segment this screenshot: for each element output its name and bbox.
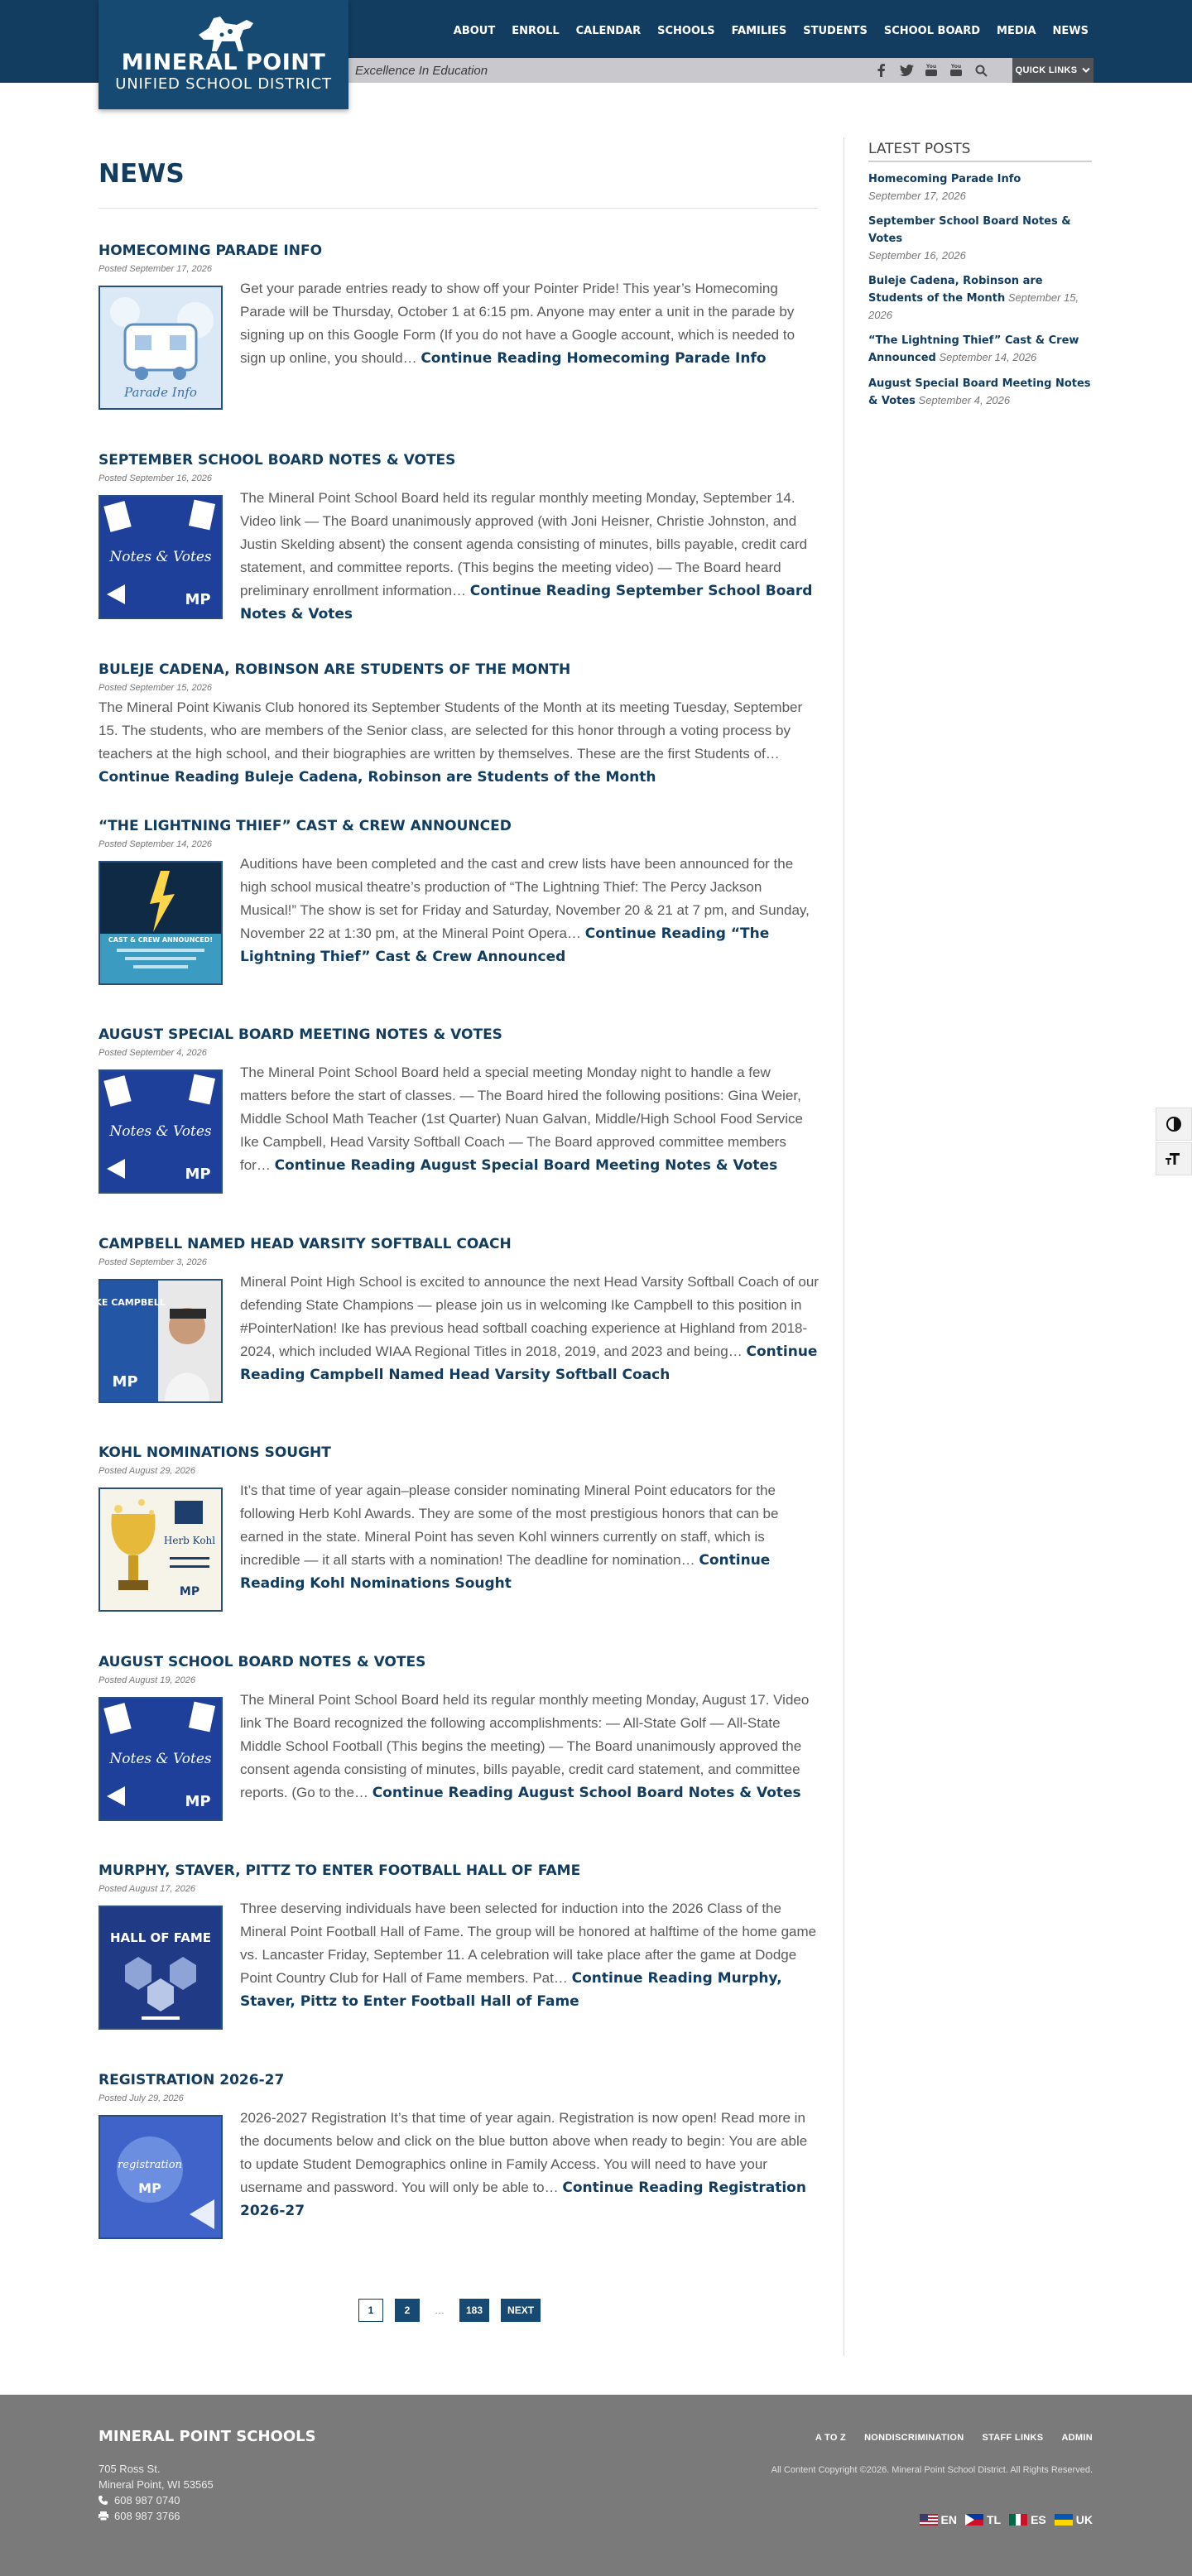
- svg-text:MP: MP: [185, 1165, 211, 1183]
- continue-reading-link[interactable]: Continue Reading Homecoming Parade Info: [421, 350, 767, 367]
- language-uk[interactable]: UK: [1055, 2513, 1093, 2526]
- ukraine-flag-icon: [1055, 2514, 1073, 2526]
- post-date: Posted September 14, 2026: [99, 839, 212, 849]
- thumb-caption: Notes & Votes: [109, 1751, 212, 1767]
- nav-about[interactable]: ABOUT: [453, 25, 496, 37]
- social-links: [866, 61, 990, 79]
- post-date: Posted September 4, 2026: [99, 1048, 207, 1058]
- thumb-caption: registration: [118, 2159, 182, 2171]
- svg-text:MP: MP: [138, 2180, 161, 2196]
- post-title[interactable]: AUGUST SCHOOL BOARD NOTES & VOTES: [99, 1654, 426, 1670]
- sidebar-post-link[interactable]: Homecoming Parade Info: [868, 173, 1021, 185]
- chevron-down-icon: [1082, 67, 1090, 74]
- sidebar-title: LATEST POSTS: [868, 141, 1092, 162]
- post-date: Posted July 29, 2026: [99, 2093, 184, 2103]
- continue-reading-link[interactable]: Continue Reading “The Lightning Thief” Cast & Crew Announced: [240, 925, 770, 965]
- post-date: Posted September 15, 2026: [99, 683, 212, 693]
- accessibility-toolbar: [1156, 1108, 1192, 1177]
- post-title[interactable]: BULEJE CADENA, ROBINSON ARE STUDENTS OF THE MONTH: [99, 661, 571, 678]
- footer-links: [797, 2433, 1093, 2443]
- thumb-caption: Parade Info: [124, 385, 197, 400]
- post-date: Posted August 17, 2026: [99, 1884, 196, 1894]
- page-last[interactable]: 183: [459, 2299, 489, 2322]
- next-page-button[interactable]: NEXT: [501, 2299, 541, 2322]
- sidebar-post-date: September 17, 2026: [868, 190, 966, 202]
- post-thumbnail[interactable]: [99, 1697, 223, 1821]
- post-title[interactable]: KOHL NOMINATIONS SOUGHT: [99, 1444, 331, 1461]
- fax-icon: [99, 2511, 108, 2521]
- continue-reading-link[interactable]: Continue Reading Murphy, Staver, Pittz to Enter Football Hall of Fame: [240, 1970, 782, 2010]
- post-date: Posted September 17, 2026: [99, 264, 212, 274]
- nav-enroll[interactable]: ENROLL: [512, 25, 560, 37]
- nav-calendar[interactable]: CALENDAR: [575, 25, 642, 37]
- footer-link-admin[interactable]: ADMIN: [1061, 2433, 1093, 2443]
- post-thumbnail[interactable]: [99, 1487, 223, 1612]
- contrast-icon: [1166, 1116, 1182, 1132]
- post-date: Posted August 29, 2026: [99, 1466, 196, 1476]
- sidebar-item: [868, 213, 1092, 264]
- post-thumbnail[interactable]: [99, 495, 223, 619]
- svg-text:You: You: [925, 64, 937, 70]
- nav-families[interactable]: FAMILIES: [731, 25, 787, 37]
- phone-icon: [99, 2496, 108, 2505]
- post-item: [99, 1654, 819, 1810]
- post-item: [99, 661, 819, 786]
- continue-reading-link[interactable]: Continue Reading Buleje Cadena, Robinson are Students of the Month: [99, 769, 656, 786]
- sidebar: [868, 141, 1092, 410]
- continue-reading-link[interactable]: Continue Reading Kohl Nominations Sought: [240, 1552, 771, 1592]
- thumb-caption: CAST & CREW ANNOUNCED!: [108, 936, 214, 944]
- post-thumbnail[interactable]: [99, 286, 223, 410]
- post-item: [91, 1236, 819, 1391]
- svg-text:You: You: [950, 64, 962, 70]
- post-thumbnail[interactable]: [91, 1279, 223, 1403]
- post-date: Posted September 3, 2026: [99, 1257, 207, 1267]
- post-title[interactable]: HOMECOMING PARADE INFO: [99, 243, 323, 259]
- page-title: NEWS: [99, 159, 185, 189]
- post-excerpt: 2026-2027 Registration It’s that time of year again. Registration is now open! Read more in the documents below and click on the blue button above when ready to begin: You are able to update Student Demographics online in Family Access. You will need to have your username and password. You will only be able to… Continue Reading Registration 2026-27: [240, 2110, 808, 2219]
- page-ellipsis: …: [435, 2304, 445, 2316]
- post-excerpt: The Mineral Point School Board held its regular monthly meeting Monday, August 17. Video link The Board recognized the following accomplishments: — All-State Golf — All-State Middle School Football (This begins the meeting) — The Board unanimously approved the consent agenda consisting of minutes, bills payable, credit card statement, and committee reports. (Go to the… Continue Reading August School Board Notes & Votes: [240, 1692, 810, 1801]
- footer-city: Mineral Point, WI 53565: [99, 2478, 214, 2491]
- copyright: All Content Copyright ©2026. Mineral Point School District. All Rights Reserved.: [771, 2465, 1093, 2475]
- main-nav: [437, 25, 1089, 37]
- thumb-caption: IKE CAMPBELL: [91, 1297, 166, 1308]
- post-thumbnail[interactable]: [99, 861, 223, 985]
- sidebar-post-link[interactable]: Buleje Cadena, Robinson are Students of the Month: [868, 275, 1043, 305]
- logo-title: MINERAL POINT: [121, 50, 326, 75]
- pagination: [358, 2299, 552, 2322]
- sidebar-item: [868, 272, 1092, 324]
- post-item: [99, 2072, 819, 2219]
- contrast-toggle-button[interactable]: [1156, 1108, 1192, 1141]
- sidebar-post-link[interactable]: August Special Board Meeting Notes & Votes: [868, 377, 1091, 407]
- svg-text:MP: MP: [112, 1373, 138, 1391]
- post-excerpt: The Mineral Point School Board held a special meeting Monday night to handle a few matters before the start of classes. — The Board hired the following positions: Gina Weier, Middle School Math Teacher (1st Quarter) Nuan Galvan, Middle/High School Food Service Ike Campbell, Head Varsity Softball Coach — The Board approved committee members for… Continue Reading August Special Board Meeting Notes & Votes: [240, 1065, 804, 1174]
- post-thumbnail[interactable]: [99, 1906, 223, 2030]
- post-item: [99, 1862, 819, 2010]
- post-date: Posted August 19, 2026: [99, 1675, 196, 1685]
- facebook-icon[interactable]: [872, 61, 891, 79]
- nav-media[interactable]: MEDIA: [997, 25, 1036, 37]
- language-en[interactable]: EN: [920, 2513, 957, 2526]
- mexico-flag-icon: [1009, 2514, 1027, 2526]
- language-es[interactable]: ES: [1009, 2513, 1046, 2526]
- nav-school-board[interactable]: SCHOOL BOARD: [883, 25, 981, 37]
- post-item: [99, 818, 819, 965]
- post-item: [99, 1026, 819, 1183]
- nav-news[interactable]: NEWS: [1052, 25, 1089, 37]
- quick-links-label: QUICK LINKS: [1015, 65, 1078, 75]
- youtube-icon[interactable]: [947, 61, 965, 79]
- post-thumbnail[interactable]: [99, 1069, 223, 1194]
- logo-subtitle: UNIFIED SCHOOL DISTRICT: [115, 75, 332, 93]
- sidebar-item: [868, 332, 1092, 367]
- footer-title: MINERAL POINT SCHOOLS: [99, 2428, 316, 2445]
- footer-link-a-to-z[interactable]: A TO Z: [815, 2433, 847, 2443]
- svg-text:MP: MP: [179, 1585, 200, 1598]
- footer-link-staff[interactable]: STAFF LINKS: [982, 2433, 1044, 2443]
- text-size-icon: [1165, 1151, 1183, 1166]
- post-title[interactable]: CAMPBELL NAMED HEAD VARSITY SOFTBALL COACH: [99, 1236, 512, 1252]
- post-title[interactable]: SEPTEMBER SCHOOL BOARD NOTES & VOTES: [99, 452, 456, 469]
- footer-fax: 608 987 3766: [99, 2510, 180, 2522]
- page-link[interactable]: 2: [395, 2299, 420, 2322]
- svg-text:MP: MP: [185, 1793, 211, 1810]
- post-excerpt: Mineral Point High School is excited to announce the next Head Varsity Softball Coach of our defending State Champions — please join us in welcoming Ike Campbell to this position in #PointerNation! Ike has previous head softball coaching experience at Highland from 2018-2024, which included WIAA Regional Titles in 2018, 2019, and 2023 and being… Continue Reading Campbell Named Head Varsity Softball Coach: [240, 1274, 819, 1383]
- us-flag-icon: [920, 2514, 938, 2526]
- post-thumbnail[interactable]: [99, 2115, 223, 2239]
- site-logo[interactable]: [99, 0, 348, 109]
- post-title[interactable]: “THE LIGHTNING THIEF” CAST & CREW ANNOUNCED: [99, 818, 512, 834]
- sidebar-post-date: September 16, 2026: [868, 249, 966, 262]
- post-date: Posted September 16, 2026: [99, 473, 212, 483]
- post-item: [99, 452, 819, 622]
- twitter-icon[interactable]: [897, 61, 916, 79]
- language-selector: [911, 2513, 1093, 2526]
- quick-links-button[interactable]: [1012, 58, 1093, 83]
- post-item: [99, 243, 819, 400]
- sidebar-post-link[interactable]: September School Board Notes & Votes: [868, 215, 1071, 245]
- post-excerpt: The Mineral Point Kiwanis Club honored its September Students of the Month at its meeting Tuesday, September 15. The students, who are members of the Senior class, are selected for this honor through a voting process by teachers at the high school, and their biographies are written by themselves. These are the first Students of… Continue Reading Buleje Cadena, Robinson are Students of the Month: [99, 699, 803, 786]
- svg-text:MP: MP: [185, 591, 211, 608]
- nav-schools[interactable]: SCHOOLS: [657, 25, 715, 37]
- continue-reading-link[interactable]: Continue Reading Registration 2026-27: [240, 2180, 806, 2219]
- sidebar-post-date: September 15, 2026: [868, 291, 1079, 321]
- youtube-icon[interactable]: [922, 61, 940, 79]
- nav-students[interactable]: STUDENTS: [803, 25, 868, 37]
- sidebar-post-link[interactable]: “The Lightning Thief” Cast & Crew Announced: [868, 334, 1079, 364]
- sidebar-post-date: September 14, 2026: [939, 351, 1037, 363]
- post-excerpt: It’s that time of year again–please consider nominating Mineral Point educators for the following Herb Kohl Awards. They are some of the most prestigious honors that can be earned in the state. Mineral Point has seven Kohl winners currently on staff, which is incredible — it all starts with a nomination! The deadline for nomination… Continue Reading Kohl Nominations Sought: [240, 1483, 779, 1592]
- sidebar-item: [868, 375, 1092, 410]
- philippines-flag-icon: [965, 2514, 983, 2526]
- thumb-caption: Notes & Votes: [109, 549, 212, 565]
- footer-phone: 608 987 0740: [99, 2494, 180, 2506]
- post-excerpt: Three deserving individuals have been selected for induction into the 2026 Class of the Mineral Point Football Hall of Fame. The group will be honored at halftime of the home game vs. Lancaster Friday, September 11. A celebration will take place after the game at Dodge Point Country Club for Hall of Fame members. Pat… Continue Reading Murphy, Staver, Pittz to Enter Football Hall of Fame: [240, 1901, 817, 2010]
- footer-link-nondiscrimination[interactable]: NONDISCRIMINATION: [864, 2433, 964, 2443]
- text-size-button[interactable]: [1156, 1142, 1192, 1175]
- continue-reading-link[interactable]: Continue Reading September School Board Notes & Votes: [240, 583, 813, 622]
- sidebar-item: [868, 171, 1092, 204]
- continue-reading-link[interactable]: Continue Reading Campbell Named Head Varsity Softball Coach: [240, 1343, 818, 1383]
- sidebar-post-date: September 4, 2026: [918, 394, 1011, 406]
- divider: [99, 208, 819, 209]
- thumb-caption: Herb Kohl: [163, 1535, 216, 1546]
- page-current: 1: [358, 2299, 383, 2322]
- post-item: [99, 1444, 819, 1598]
- thumb-caption: Notes & Votes: [109, 1123, 212, 1140]
- post-excerpt: The Mineral Point School Board held its regular monthly meeting Monday, September 14. Video link — The Board unanimously approved (with Joni Heisner, Christie Johnston, and Justin Skelding absent) the consent agenda consisting of minutes, bills payable, credit card statement, and committee reports. (This begins the meeting video) — The Board heard preliminary enrollment information… Continue Reading September School Board Notes & Votes: [240, 490, 813, 622]
- post-title[interactable]: AUGUST SPECIAL BOARD MEETING NOTES & VOTES: [99, 1026, 502, 1043]
- post-excerpt: Auditions have been completed and the cast and crew lists have been announced for the high school musical theatre’s production of “The Lightning Thief: The Percy Jackson Musical!” The show is set for Friday and Saturday, November 20 & 21 at 7 pm, and Sunday, November 22 at 1:30 pm, at the Mineral Point Opera… Continue Reading “The Lightning Thief” Cast & Crew Announced: [240, 856, 810, 965]
- post-title[interactable]: MURPHY, STAVER, PITTZ TO ENTER FOOTBALL HALL OF FAME: [99, 1862, 581, 1879]
- continue-reading-link[interactable]: Continue Reading August Special Board Meeting Notes & Votes: [274, 1157, 778, 1174]
- language-tl[interactable]: TL: [965, 2513, 1001, 2526]
- footer-address: 705 Ross St.: [99, 2463, 161, 2475]
- post-title[interactable]: REGISTRATION 2026-27: [99, 2072, 285, 2088]
- post-excerpt: Get your parade entries ready to show off your Pointer Pride! This year’s Homecoming Parade will be Thursday, October 1 at 6:15 pm. Anyone may enter a unit in the parade by signing up on this Google Form (If you do not have a Google account, which is needed to sign up online, you should… Continue Reading Homecoming Parade Info: [240, 281, 795, 367]
- tagline-bar: [348, 58, 1093, 83]
- footer: [0, 2395, 1192, 2576]
- thumb-caption: HALL OF FAME: [109, 1930, 212, 1945]
- continue-reading-link[interactable]: Continue Reading August School Board Notes & Votes: [372, 1785, 801, 1801]
- search-icon[interactable]: [972, 61, 990, 79]
- tagline: Excellence In Education: [355, 64, 488, 78]
